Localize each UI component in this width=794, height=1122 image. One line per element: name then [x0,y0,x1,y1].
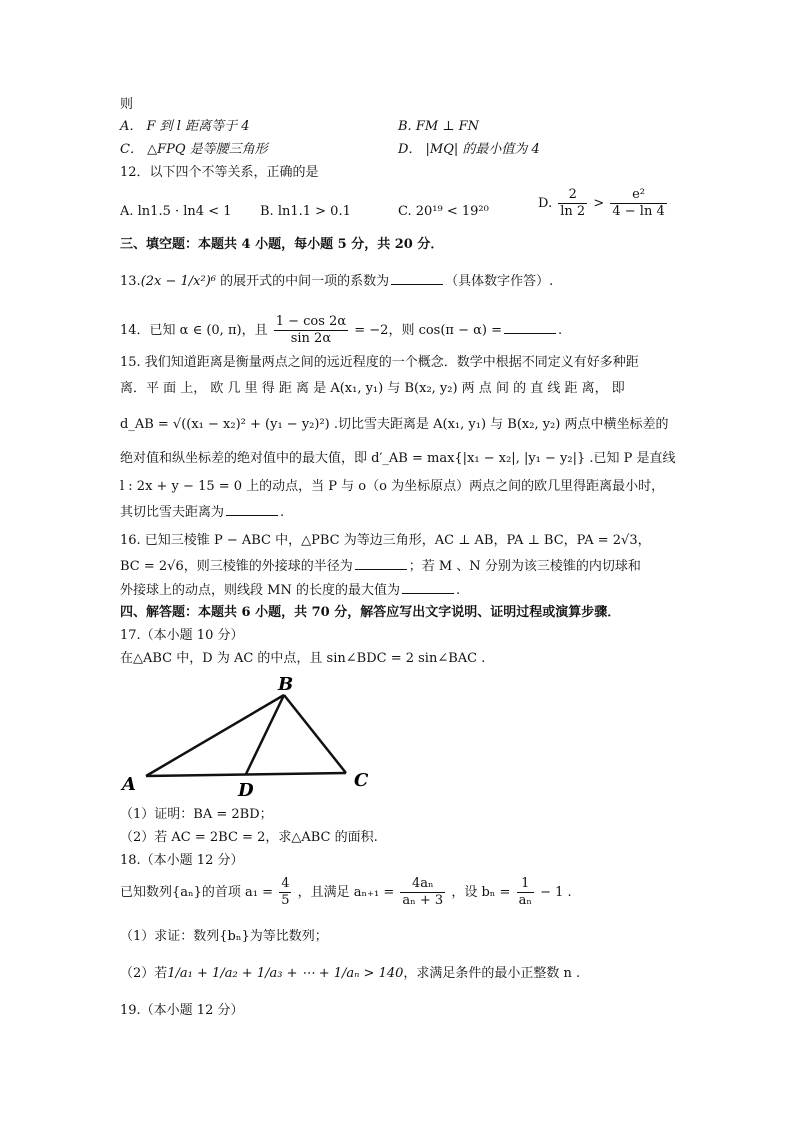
answer-blank-15 [226,503,278,516]
section-4-heading: 四、解答题：本题共 6 小题，共 70 分，解答应写出文字说明、证明过程或演算步骤． [120,605,621,620]
question-18-stem: 已知数列{aₙ}的首项 a₁ = $\frac{4}{5}$ ，且满足 aₙ₊₁ = $\frac{\text{4aₙ}}{\text{aₙ + 3}}$ ，设 bₙ = $\frac{1}{\text{aₙ}}$ − 1 . [120,876,572,908]
fraction-recurrence: $\frac{\text{4aₙ}}{\text{aₙ + 3}}$ [402,876,444,908]
question-18-part1: （1）求证：数列{bₙ}为等比数列； [120,929,328,944]
fraction-e2-over-4-ln4: $\frac{\text{e²}}{4 - \ln 4}$ [612,187,665,219]
vertex-b-label: B [278,674,294,695]
question-14: 14．已知 α ∈ (0, π)，且 $\frac{1 - \cos 2\alpha}{\sin 2\alpha}$ = −2，则 cos(π − α) = . [120,314,563,346]
side-bc [284,695,346,773]
section-3-heading: 三、填空题：本题共 4 小题，每小题 5 分，共 20 分． [120,237,444,252]
question-18-heading: 18.（本小题 12 分） [120,853,244,868]
question-15-line6: 其切比雪夫距离为 . [120,505,285,520]
fraction-bn: $\frac{1}{\text{aₙ}}$ [518,876,532,908]
text-ze: 则 [120,97,134,112]
option-12d: D. $\frac{2}{\ln 2}$ > $\frac{\text{e²}}{4 - \ln 4}$ [538,187,665,219]
answer-blank-16b [402,581,454,594]
question-17-stem: 在△ABC 中，D 为 AC 的中点，且 sin∠BDC = 2 sin∠BAC . [120,651,486,666]
answer-blank-14 [504,321,556,334]
option-11b: B. FM ⊥ FN [398,119,480,134]
option-11c: C． △FPQ 是等腰三角形 [120,142,268,157]
option-12c: C. 20¹⁹ < 19²⁰ [398,204,489,219]
question-19-heading: 19.（本小题 12 分） [120,1003,244,1018]
fraction-2-over-ln2: $\frac{2}{\ln 2}$ [560,187,586,219]
question-16-line3: 外接球上的动点，则线段 MN 的长度的最大值为 . [120,583,461,598]
question-17-heading: 17.（本小题 10 分） [120,628,244,643]
option-11a: A． F 到 l 距离等于 4 [120,119,250,134]
question-15-line4: 绝对值和纵坐标差的绝对值中的最大值，即 d′_AB = max{|x₁ − x₂|, |y₁ − y₂|} .已知 P 是直线 [120,451,676,466]
question-15-line2: 离．平 面 上， 欧 几 里 得 距 离 是 A(x₁, y₁) 与 B(x₂, y₂) 两 点 间 的 直 线 距 离， 即 [120,381,625,396]
fraction-4-5: $\frac{4}{5}$ [281,876,290,908]
vertex-a-label: A [122,774,136,795]
question-16-line1: 16. 已知三棱锥 P − ABC 中，△PBC 为等边三角形，AC ⊥ AB，PA ⊥ BC，PA = 2√3， [120,533,651,548]
vertex-c-label: C [354,770,369,791]
question-12: 12．以下四个不等关系，正确的是 [120,165,319,180]
question-17-part1: （1）证明：BA = 2BD； [120,807,273,822]
option-12a: A. ln1.5 · ln4 < 1 [120,204,232,219]
question-15-line1: 15. 我们知道距离是衡量两点之间的远近程度的一个概念．数学中根据不同定义有好多种距 [120,355,639,370]
point-d-label: D [238,780,254,800]
question-17-part2: （2）若 AC = 2BC = 2，求△ABC 的面积. [120,830,378,845]
triangle-abc-figure [110,668,380,800]
question-15-line5: l : 2x + y − 15 = 0 上的动点，当 P 与 o（o 为坐标原点）两点之间的欧几里得距离最小时， [120,479,665,494]
question-16-line2: BC = 2√6，则三棱锥的外接球的半径为 ；若 M 、N 分别为该三棱锥的内切球和 [120,559,641,574]
question-18-part2: （2）若1/a₁ + 1/a₂ + 1/a₃ + ⋯ + 1/aₙ > 140，求满足条件的最小正整数 n . [120,966,581,981]
answer-blank-13 [391,272,443,285]
option-11d: D． |MQ| 的最小值为 4 [398,142,540,157]
fraction-14: $\frac{1 - \cos 2\alpha}{\sin 2\alpha}$ [275,314,347,346]
question-13: 13.(2x − 1/x²)⁶ 的展开式的中间一项的系数为 （具体数字作答）. [120,274,554,289]
answer-blank-16a [355,557,407,570]
option-12b: B. ln1.1 > 0.1 [260,204,351,219]
question-15-line3: d_AB = √((x₁ − x₂)² + (y₁ − y₂)²) .切比雪夫距离是 A(x₁, y₁) 与 B(x₂, y₂) 两点中横坐标差的 [120,417,669,432]
